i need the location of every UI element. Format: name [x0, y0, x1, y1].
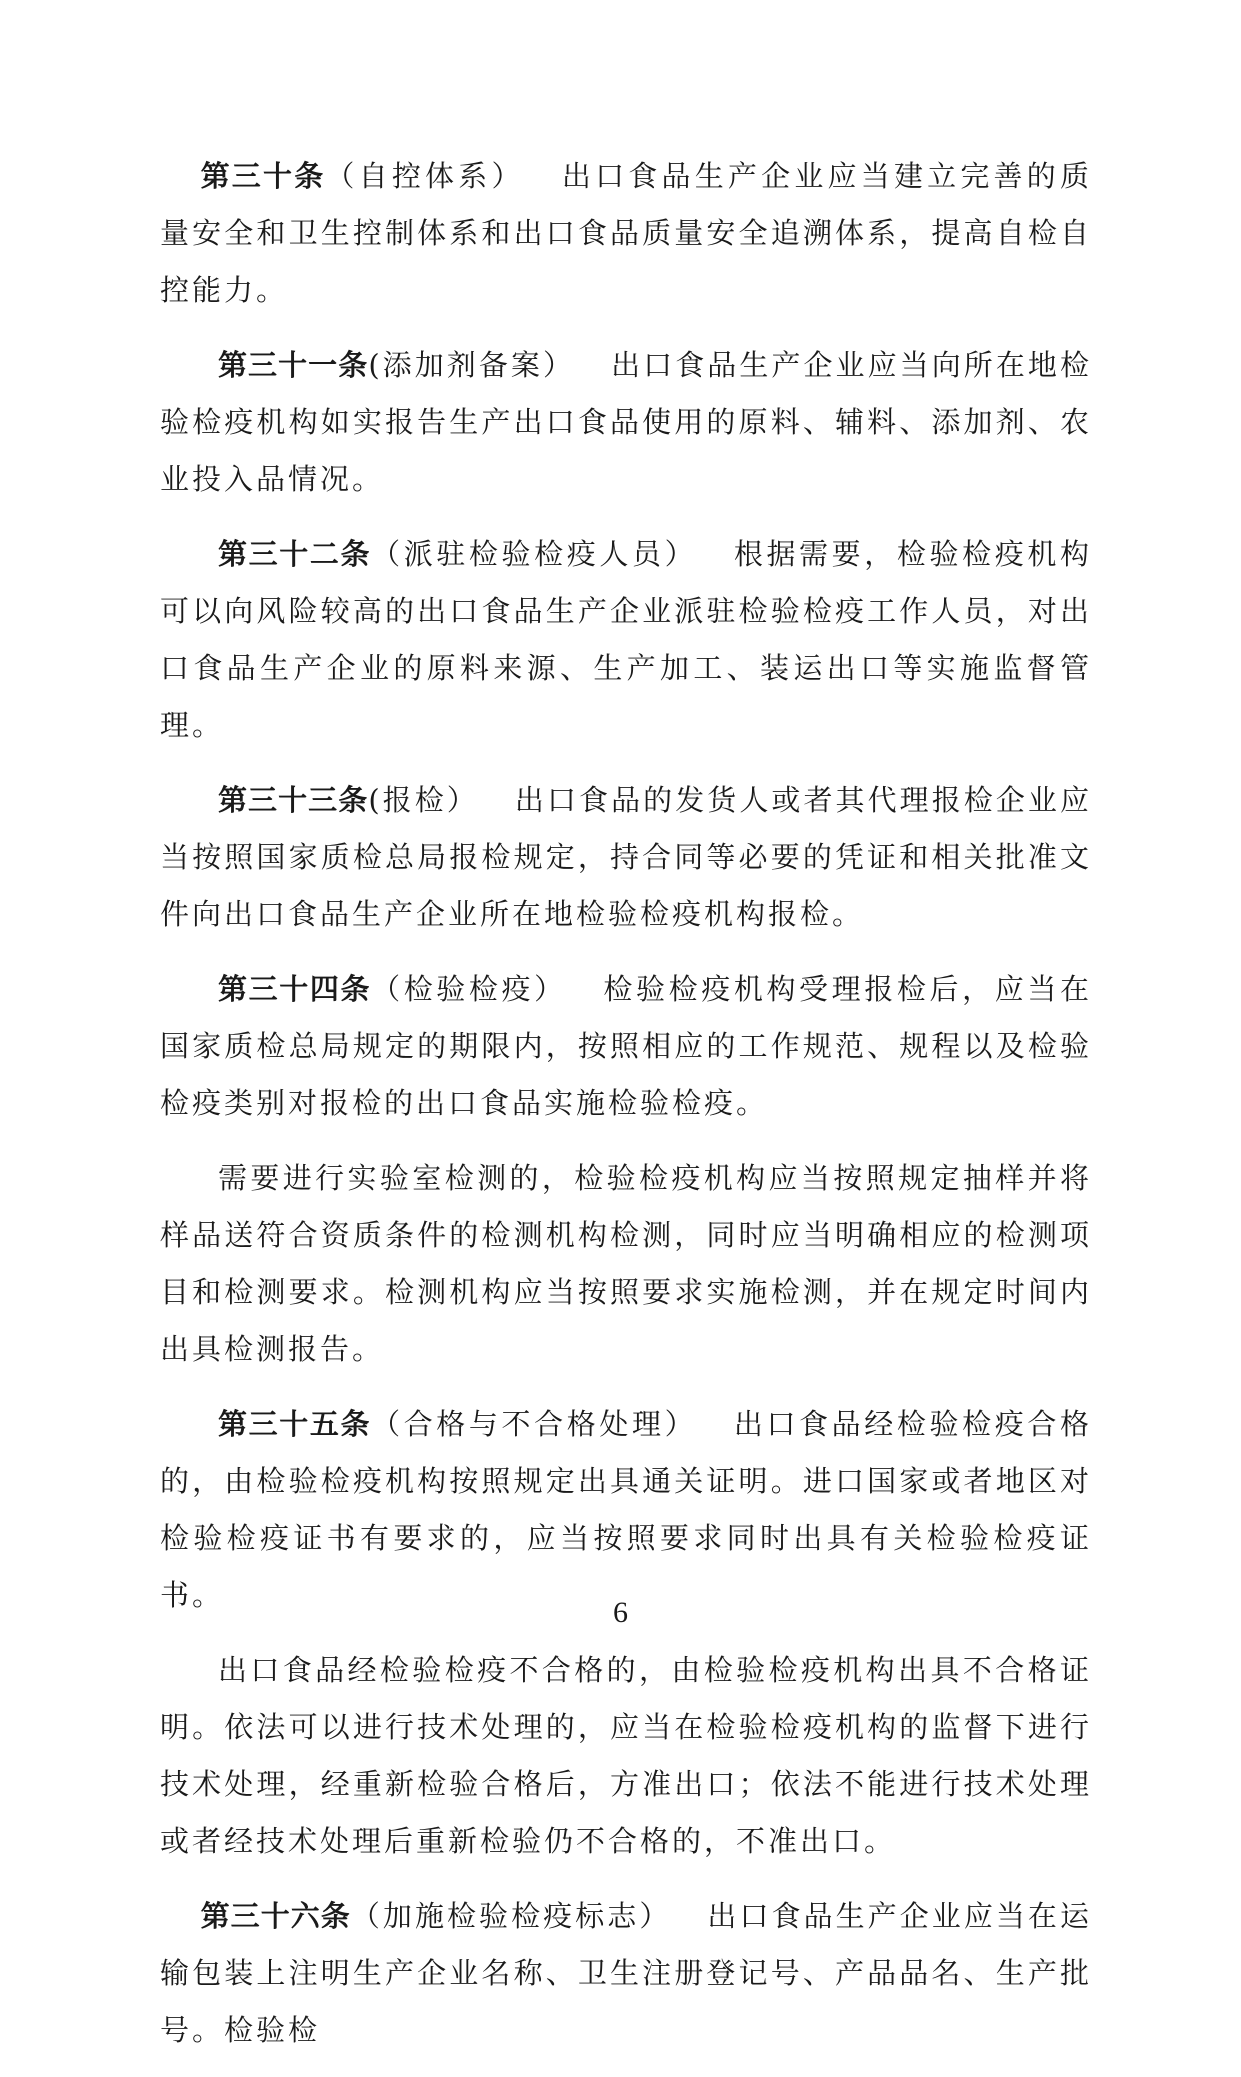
- article-text: 出口食品生产企业应当向所在地检验检疫机构如实报告生产出口食品使用的原料、辅料、添加剂、农业投入品情况。: [160, 348, 1092, 496]
- article-32: [160, 526, 1092, 754]
- article-text: 检验检疫机构受理报检后，应当在国家质检总局规定的期限内，按照相应的工作规范、规程以及检验检疫类别对报检的出口食品实施检验检疫。: [160, 972, 1092, 1120]
- article-title: （自控体系）: [325, 159, 525, 193]
- article-title: （合格与不合格处理）: [371, 1407, 698, 1441]
- article-number: 第三十四条: [218, 972, 372, 1006]
- document-body: [160, 148, 1092, 2077]
- article-34-paragraph-2: [160, 1150, 1092, 1378]
- article-35: [160, 1396, 1092, 1624]
- article-title: (报检）: [368, 783, 479, 817]
- paragraph-text: 需要进行实验室检测的，检验检疫机构应当按照规定抽样并将样品送符合资质条件的检测机构检测，同时应当明确相应的检测项目和检测要求。检测机构应当按照要求实施检测，并在规定时间内出具检测报告。: [160, 1161, 1092, 1366]
- article-number: 第三十二条: [218, 537, 372, 571]
- article-title: （加施检验检疫标志）: [350, 1899, 672, 1933]
- article-36: [160, 1888, 1092, 2059]
- article-number: 第三十五条: [218, 1407, 372, 1441]
- article-text: 出口食品经检验检疫合格的，由检验检疫机构按照规定出具通关证明。进口国家或者地区对检验检疫证书有要求的，应当按照要求同时出具有关检验检疫证书。: [160, 1407, 1092, 1612]
- article-35-paragraph-2: [160, 1642, 1092, 1870]
- article-text: 出口食品生产企业应当建立完善的质量安全和卫生控制体系和出口食品质量安全追溯体系，提高自检自控能力。: [160, 159, 1092, 307]
- article-text: 出口食品的发货人或者其代理报检企业应当按照国家质检总局报检规定，持合同等必要的凭证和相关批准文件向出口食品生产企业所在地检验检疫机构报检。: [160, 783, 1092, 931]
- article-text: 出口食品生产企业应当在运输包装上注明生产企业名称、卫生注册登记号、产品品名、生产批号。检验检: [160, 1899, 1092, 2047]
- article-33: [160, 772, 1092, 943]
- article-number: 第三十一条: [218, 348, 369, 382]
- page-number: 6: [613, 1596, 628, 1629]
- article-34: [160, 961, 1092, 1132]
- article-title: (添加剂备案）: [368, 348, 576, 382]
- article-title: （派驻检验检疫人员）: [371, 537, 698, 571]
- paragraph-text: 出口食品经检验检疫不合格的，由检验检疫机构出具不合格证明。依法可以进行技术处理的，应当在检验检疫机构的监督下进行技术处理，经重新检验合格后，方准出口；依法不能进行技术处理或者经技术处理后重新检验仍不合格的，不准出口。: [160, 1653, 1092, 1858]
- article-30: [160, 148, 1092, 319]
- article-number: 第三十三条: [218, 783, 369, 817]
- article-title: （检验检疫）: [371, 972, 567, 1006]
- article-31: [160, 337, 1092, 508]
- article-text: 根据需要，检验检疫机构可以向风险较高的出口食品生产企业派驻检验检疫工作人员，对出口食品生产企业的原料来源、生产加工、装运出口等实施监督管理。: [160, 537, 1092, 742]
- article-number: 第三十六条: [200, 1899, 351, 1933]
- article-number: 第三十条: [200, 159, 326, 193]
